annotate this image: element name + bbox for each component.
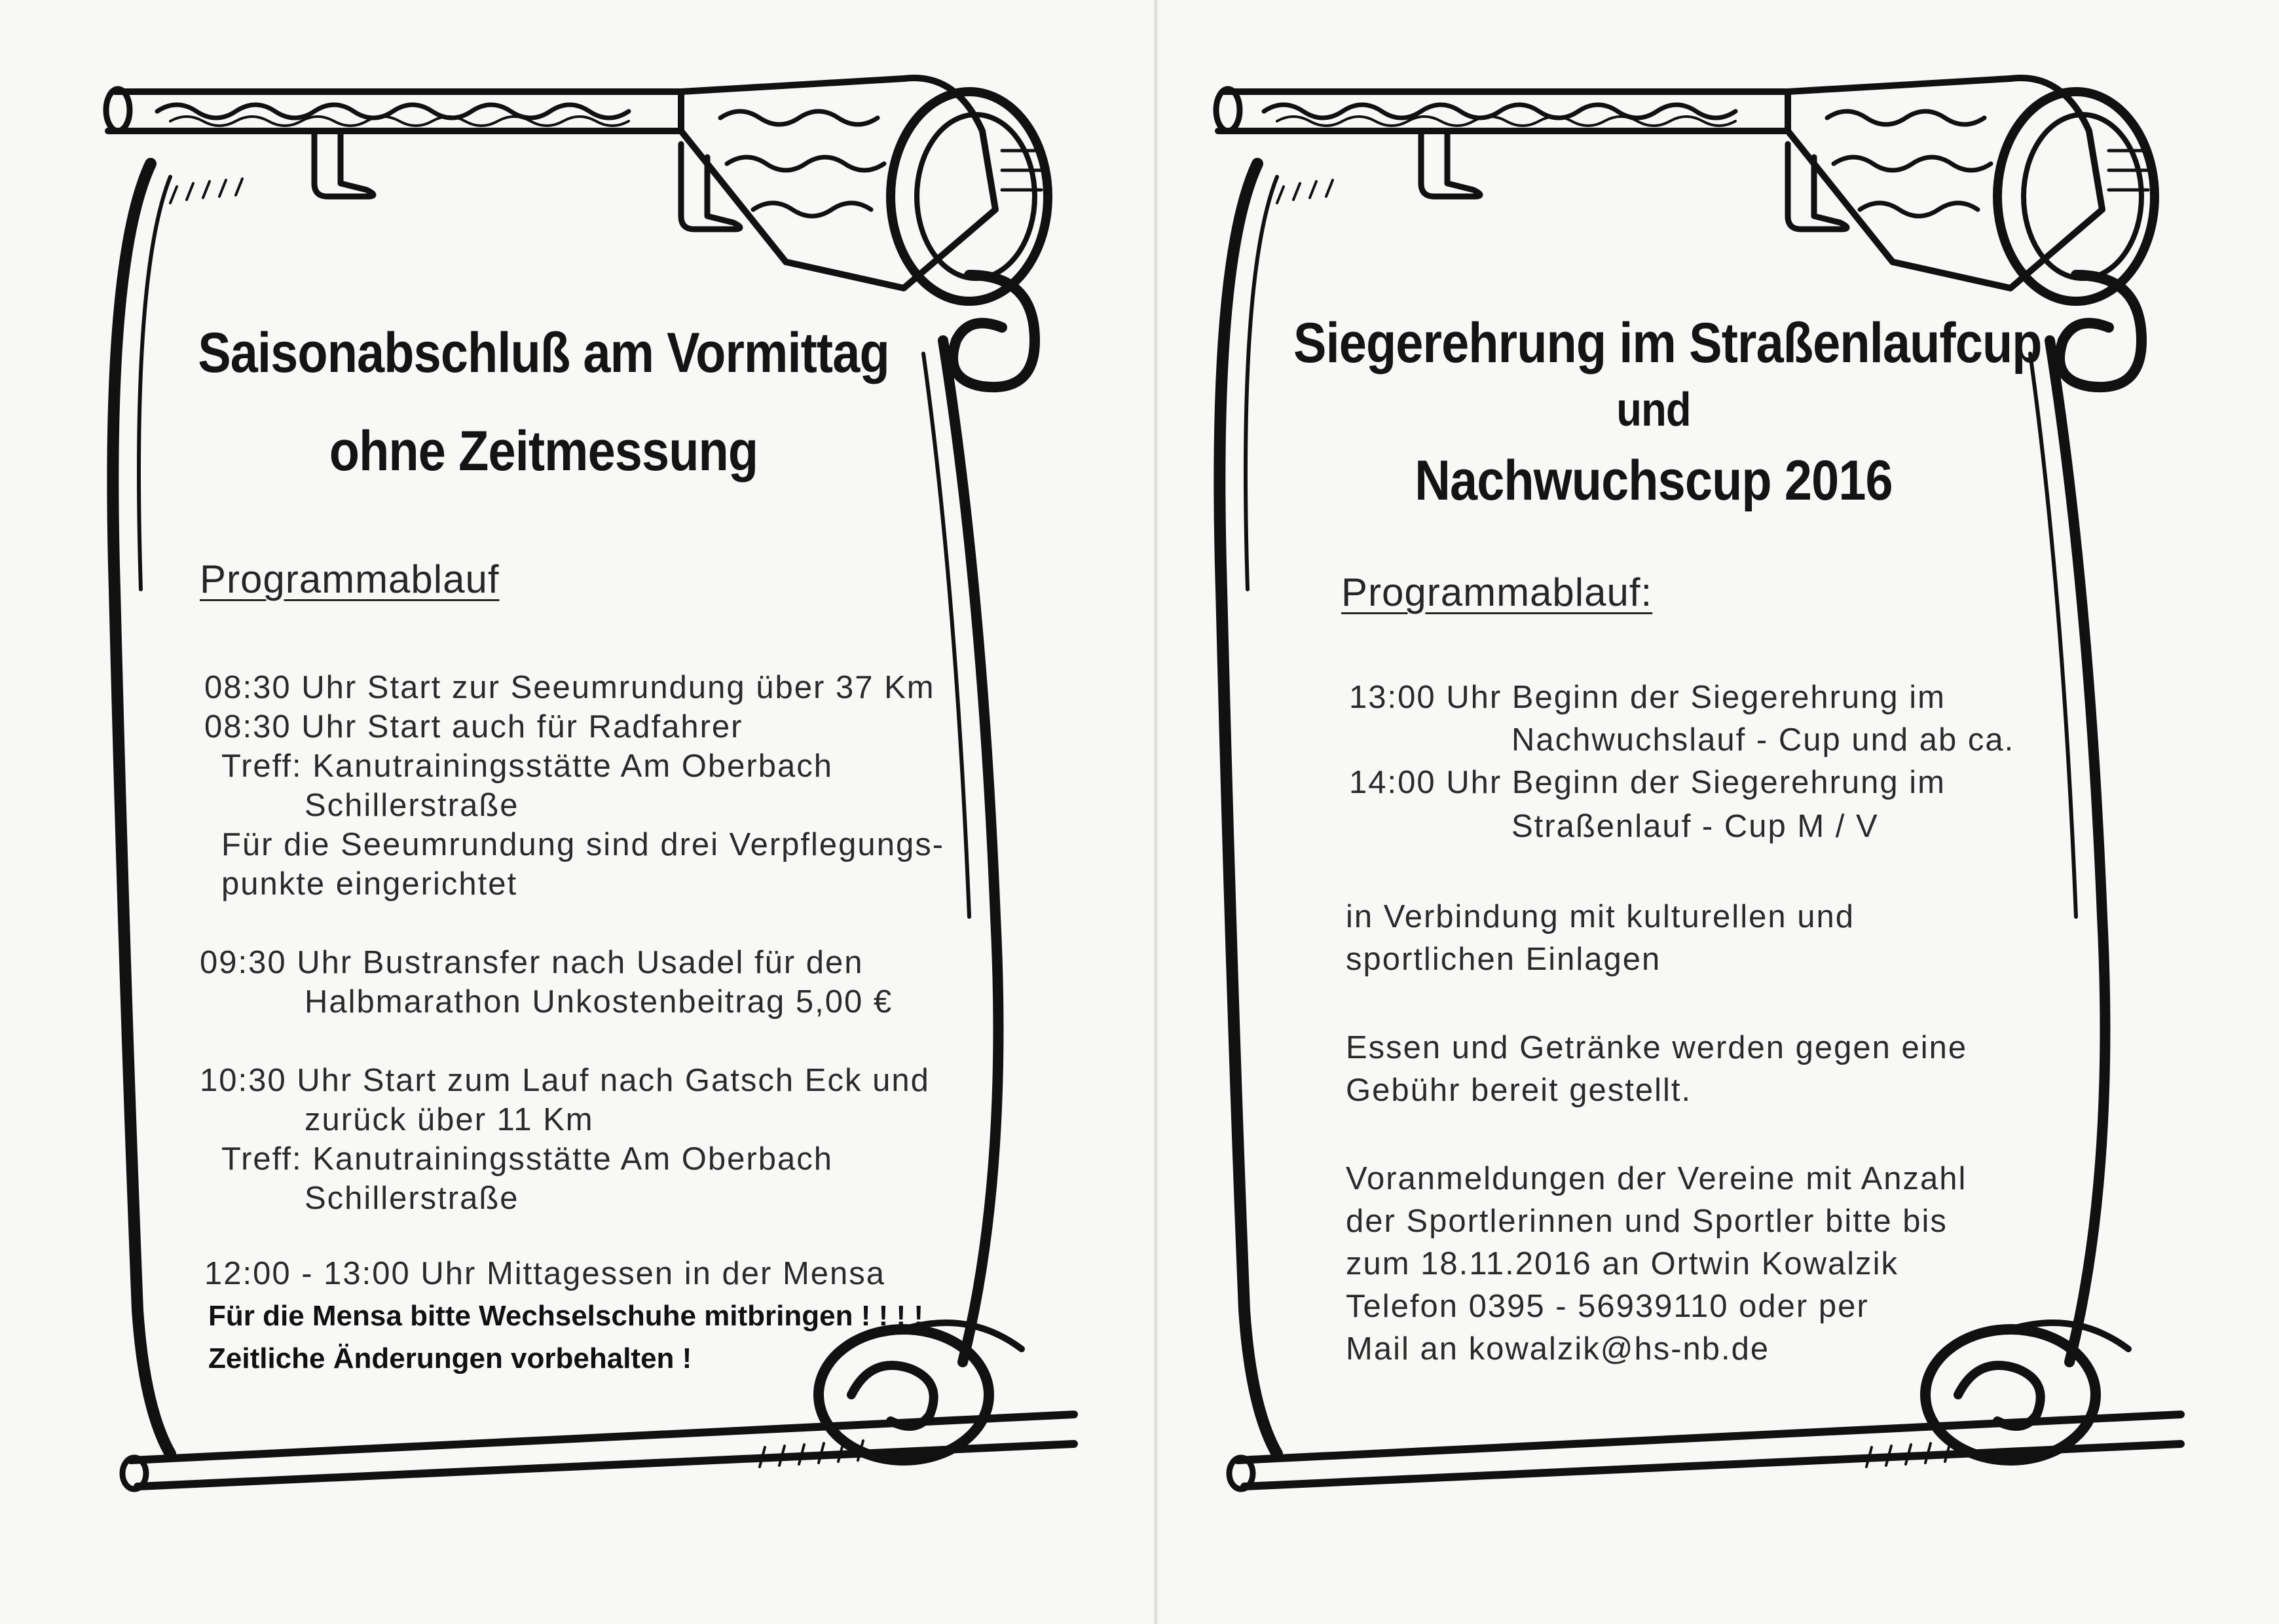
right-schedule-line: 13:00 Uhr Beginn der Siegerehrung im <box>1349 680 1946 715</box>
left-notice-line: Für die Mensa bitte Wechselschuhe mitbringen ! ! ! ! <box>208 1300 923 1332</box>
left-schedule-line: Schillerstraße <box>305 1181 519 1216</box>
right-info-line: in Verbindung mit kulturellen und <box>1346 899 1855 934</box>
right-info-line: zum 18.11.2016 an Ortwin Kowalzik <box>1346 1246 1899 1282</box>
left-schedule-line: 08:30 Uhr Start auch für Radfahrer <box>204 709 743 745</box>
left-title-line-1: Saisonabschluß am Vormittag <box>198 322 889 384</box>
left-schedule-line: zurück über 11 Km <box>305 1102 594 1137</box>
left-section-heading: Programmablauf <box>200 557 500 601</box>
left-schedule-line: punkte eingerichtet <box>221 866 518 902</box>
left-schedule-line: Schillerstraße <box>305 788 519 823</box>
right-schedule-line: Nachwuchslauf - Cup und ab ca. <box>1511 722 2015 758</box>
right-info-line: Voranmeldungen der Vereine mit Anzahl <box>1346 1161 1967 1196</box>
right-title-line-2: und <box>1616 384 1691 436</box>
right-title-line-1: Siegerehrung im Straßenlaufcup <box>1293 312 2042 375</box>
left-title-line-2: ohne Zeitmessung <box>329 420 758 483</box>
right-flyer-page <box>1159 0 2279 1624</box>
left-schedule-line: Halbmarathon Unkostenbeitrag 5,00 € <box>305 984 893 1020</box>
right-info-line: Mail an kowalzik@hs-nb.de <box>1346 1331 1770 1367</box>
left-schedule-line: Treff: Kanutrainingsstätte Am Oberbach <box>221 1141 833 1177</box>
left-notice-line: Zeitliche Änderungen vorbehalten ! <box>208 1342 692 1375</box>
right-info-line: Telefon 0395 - 56939110 oder per <box>1346 1289 1869 1324</box>
left-schedule-line: 08:30 Uhr Start zur Seeumrundung über 37 Km <box>204 670 935 705</box>
right-info-line: Gebühr bereit gestellt. <box>1346 1073 1692 1108</box>
right-info-line: sportlichen Einlagen <box>1346 942 1661 977</box>
right-title-line-3: Nachwuchscup 2016 <box>1415 449 1893 512</box>
left-schedule-line: 12:00 - 13:00 Uhr Mittagessen in der Mensa <box>204 1256 886 1291</box>
right-info-line: Essen und Getränke werden gegen eine <box>1346 1030 1968 1065</box>
left-schedule-line: Treff: Kanutrainingsstätte Am Oberbach <box>221 748 833 784</box>
left-schedule-line: 09:30 Uhr Bustransfer nach Usadel für den <box>200 945 864 980</box>
right-schedule-line: 14:00 Uhr Beginn der Siegerehrung im <box>1349 765 1946 800</box>
right-info-line: der Sportlerinnen und Sportler bitte bis <box>1346 1204 1948 1239</box>
right-schedule-line: Straßenlauf - Cup M / V <box>1511 809 1879 844</box>
right-section-heading: Programmablauf: <box>1341 570 1653 614</box>
left-schedule-line: Für die Seeumrundung sind drei Verpflegungs- <box>221 827 945 862</box>
center-fold <box>1154 0 1158 1624</box>
left-schedule-line: 10:30 Uhr Start zum Lauf nach Gatsch Eck und <box>200 1063 930 1098</box>
